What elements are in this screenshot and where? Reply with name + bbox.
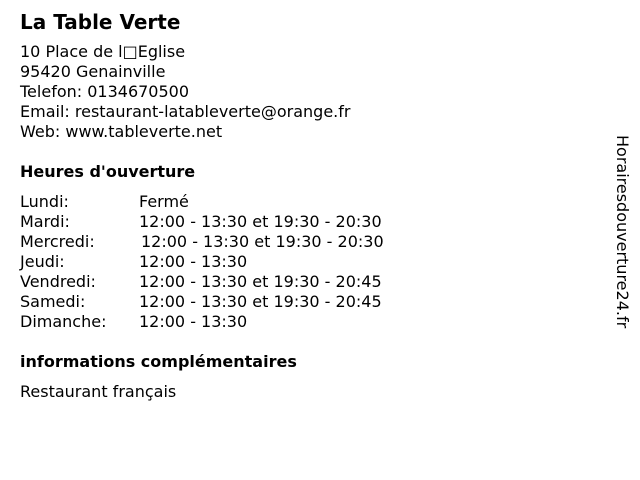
site-watermark: Horairesdouverture24.fr xyxy=(613,135,632,329)
time-range: 12:00 - 13:30 et 19:30 - 20:30 xyxy=(141,232,384,251)
day-label: Vendredi: xyxy=(20,272,96,291)
day-label: Mardi: xyxy=(20,212,70,231)
hours-row-tuesday xyxy=(20,212,600,232)
hours-heading: Heures d'ouverture xyxy=(20,162,196,181)
restaurant-card xyxy=(20,10,600,402)
hours-row-saturday xyxy=(20,292,600,312)
hours-row-wednesday xyxy=(20,232,600,252)
day-label: Jeudi: xyxy=(20,252,65,271)
time-range: 12:00 - 13:30 et 19:30 - 20:45 xyxy=(139,292,382,311)
phone-line: Telefon: 0134670500 xyxy=(20,82,190,101)
hours-row-thursday xyxy=(20,252,600,272)
day-label: Lundi: xyxy=(20,192,69,211)
restaurant-name: La Table Verte xyxy=(20,10,181,34)
hours-table xyxy=(20,192,600,332)
address-line-2: 95420 Genainville xyxy=(20,62,166,81)
time-range: 12:00 - 13:30 et 19:30 - 20:30 xyxy=(139,212,382,231)
info-heading: informations complémentaires xyxy=(20,352,297,371)
time-range: 12:00 - 13:30 xyxy=(139,312,248,331)
email-line: Email: restaurant-latableverte@orange.fr xyxy=(20,102,351,121)
hours-row-monday xyxy=(20,192,600,212)
web-line: Web: www.tableverte.net xyxy=(20,122,223,141)
hours-row-sunday xyxy=(20,312,600,332)
time-range: Fermé xyxy=(139,192,189,211)
hours-row-friday xyxy=(20,272,600,292)
day-label: Mercredi: xyxy=(20,232,95,251)
day-label: Samedi: xyxy=(20,292,86,311)
time-range: 12:00 - 13:30 xyxy=(139,252,248,271)
info-text: Restaurant français xyxy=(20,382,177,401)
time-range: 12:00 - 13:30 et 19:30 - 20:45 xyxy=(139,272,382,291)
day-label: Dimanche: xyxy=(20,312,107,331)
address-line-1: 10 Place de l□Eglise xyxy=(20,42,186,61)
